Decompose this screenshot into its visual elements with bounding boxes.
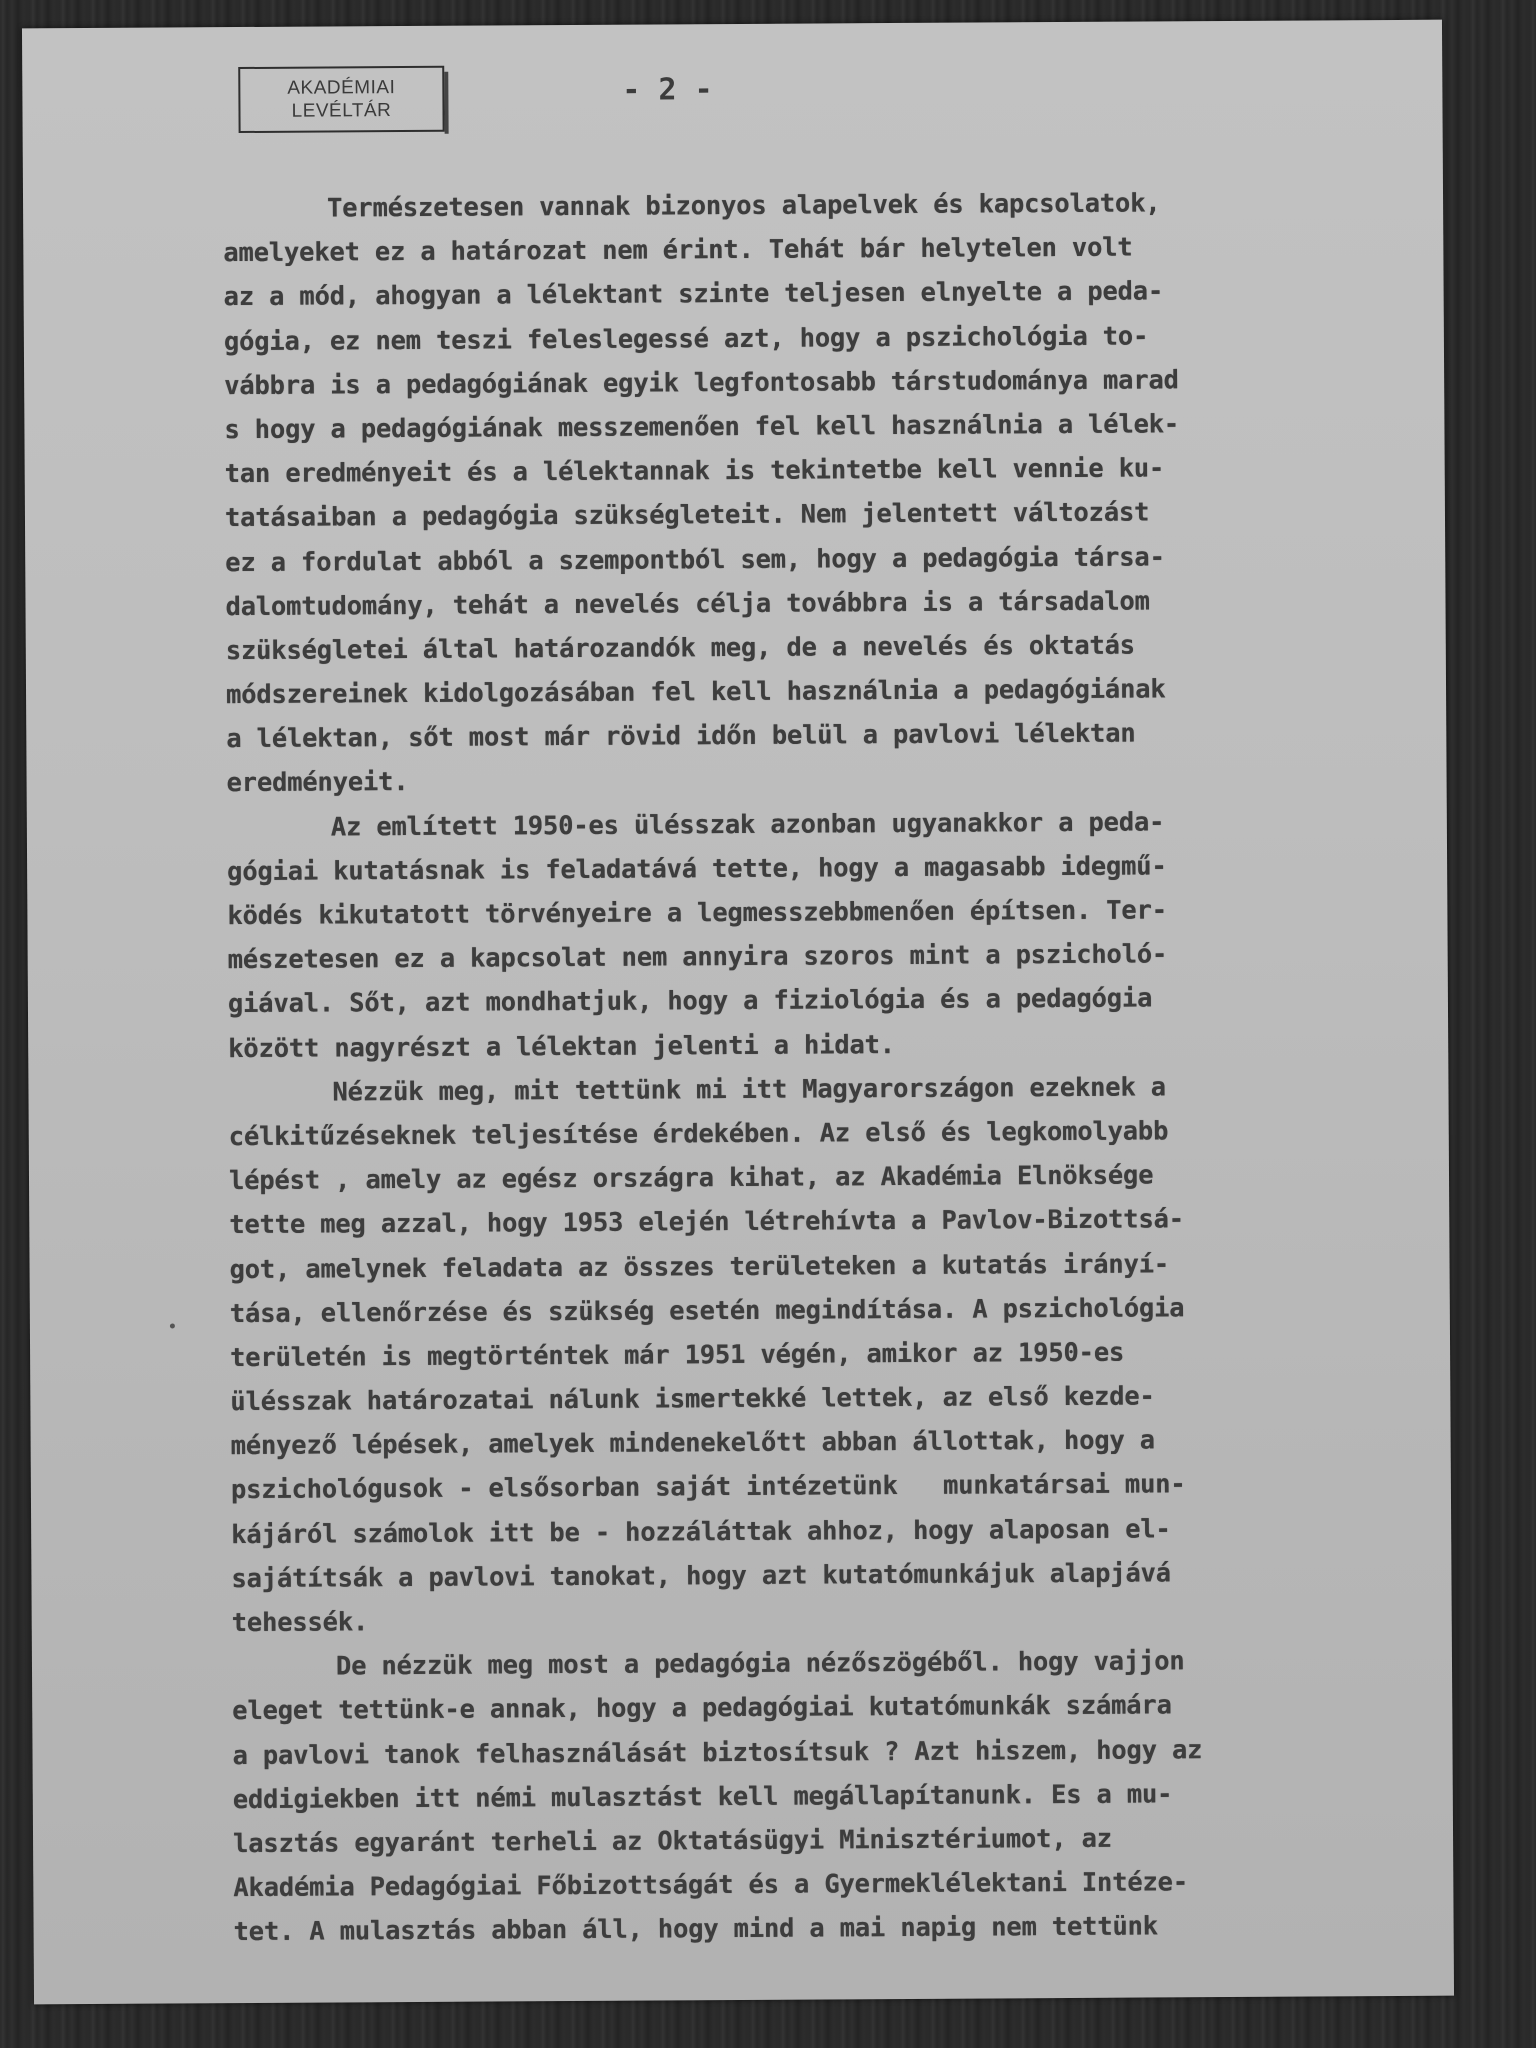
text-line: giával. Sőt, azt mondhatjuk, hogy a fiziológia és a pedagógia <box>227 983 1153 1020</box>
text-line: pszichológusok - elsősorban saját intézetünk munkatársai mun- <box>230 1469 1186 1506</box>
text-line: gógia, ez nem teszi feleslegessé azt, hogy a pszichológia to- <box>223 321 1149 357</box>
text-line: ez a fordulat abból a szempontból sem, hogy a pedagógia társa- <box>225 541 1165 578</box>
text-line: eredményeit. <box>226 767 409 799</box>
text-line: mészetesen ez a kapcsolat nem annyira szoros mint a pszicholó- <box>227 939 1168 976</box>
text-line: tehessék. <box>231 1607 369 1639</box>
text-line: tet. A mulasztás abban áll, hogy mind a mai napig nem tettünk <box>233 1911 1158 1948</box>
typed-body-text <box>223 180 1414 1955</box>
text-line: Akadémia Pedagógiai Főbizottságát és a Gyermeklélektani Intéze- <box>233 1867 1189 1904</box>
text-line: tette meg azzal, hogy 1953 elején létrehívta a Pavlov-Bizottsá- <box>229 1204 1184 1241</box>
punch-mark <box>170 1323 175 1328</box>
text-line: vábbra is a pedagógiának egyik legfontosabb társtudománya marad <box>224 365 1179 401</box>
text-line: dalomtudomány, tehát a nevelés célja továbbra is a társadalom <box>225 586 1150 622</box>
text-line: eddigiekben itt némi mulasztást kell megállapítanunk. Es a mu- <box>232 1779 1173 1815</box>
text-line: Az említett 1950-es ülésszak azonban ugyanakkor a peda- <box>330 807 1165 843</box>
text-line: got, amelynek feladata az összes területeken a kutatás irányí- <box>229 1248 1170 1285</box>
text-line: tása, ellenőrzése és szükség esetén megindítása. A pszichológia <box>229 1292 1185 1329</box>
text-line: területén is megtörténtek már 1951 végén, amikor az 1950-es <box>230 1337 1125 1373</box>
stamp-line-2: LEVÉLTÁR <box>291 100 392 122</box>
text-line: az a mód, ahogyan a lélektant szinte teljesen elnyelte a peda- <box>223 276 1164 313</box>
text-line: Nézzük meg, mit tettünk mi itt Magyarországon ezeknek a <box>332 1072 1166 1108</box>
text-line: ülésszak határozatai nálunk ismertekké lettek, az első kezde- <box>230 1381 1155 1418</box>
text-line: célkitűzéseknek teljesítése érdekében. Az első és legkomolyabb <box>228 1116 1169 1153</box>
text-line: sajátítsák a pavlovi tanokat, hogy azt kutatómunkájuk alapjává <box>231 1558 1171 1594</box>
text-line: lépést , amely az egész országra kihat, az Akadémia Elnöksége <box>228 1160 1154 1197</box>
text-line: eleget tettünk-e annak, hogy a pedagógiai kutatómunkák számára <box>232 1690 1172 1727</box>
text-line: ményező lépések, amelyek mindenekelőtt abban állottak, hogy a <box>230 1425 1156 1462</box>
text-line: a pavlovi tanok felhasználását biztosítsuk ? Azt hiszem, hogy az <box>232 1734 1203 1771</box>
text-line: amelyeket ez a határozat nem érint. Tehát bár helytelen volt <box>223 232 1133 269</box>
text-line: között nagyrészt a lélektan jelenti a hidat. <box>228 1029 895 1064</box>
text-line: De nézzük meg most a pedagógia nézőszögéből. hogy vajjon <box>335 1646 1185 1682</box>
text-line: ködés kikutatott törvényeire a legmesszebbmenően építsen. Ter- <box>227 895 1167 932</box>
text-line: módszereinek kidolgozásában fel kell használnia a pedagógiának <box>225 674 1166 711</box>
archive-stamp <box>238 66 444 133</box>
text-line: a lélektan, sőt most már rövid időn belül a pavlovi lélektan <box>226 718 1136 755</box>
text-line: kájáról számolok itt be - hozzáláttak ahhoz, hogy alaposan el- <box>231 1513 1171 1550</box>
document-page <box>22 20 1454 2005</box>
text-line: szükségletei által határozandók meg, de a nevelés és oktatás <box>225 630 1136 666</box>
text-line: tatásaiban a pedagógia szükségleteit. Nem jelentett változást <box>224 497 1150 534</box>
page-number: - 2 - <box>622 72 713 108</box>
text-line: gógiai kutatásnak is feladatává tette, hogy a magasabb idegmű- <box>227 851 1167 887</box>
stamp-line-1: AKADÉMIAI <box>287 77 396 99</box>
text-line: s hogy a pedagógiának messzemenően fel kell használnia a lélek- <box>224 409 1180 446</box>
text-line: Természetesen vannak bizonyos alapelvek és kapcsolatok, <box>326 188 1161 224</box>
text-line: tan eredményeit és a lélektannak is tekintetbe kell vennie ku- <box>224 453 1165 490</box>
text-line: lasztás egyaránt terheli az Oktatásügyi Minisztériumot, az <box>232 1823 1112 1860</box>
